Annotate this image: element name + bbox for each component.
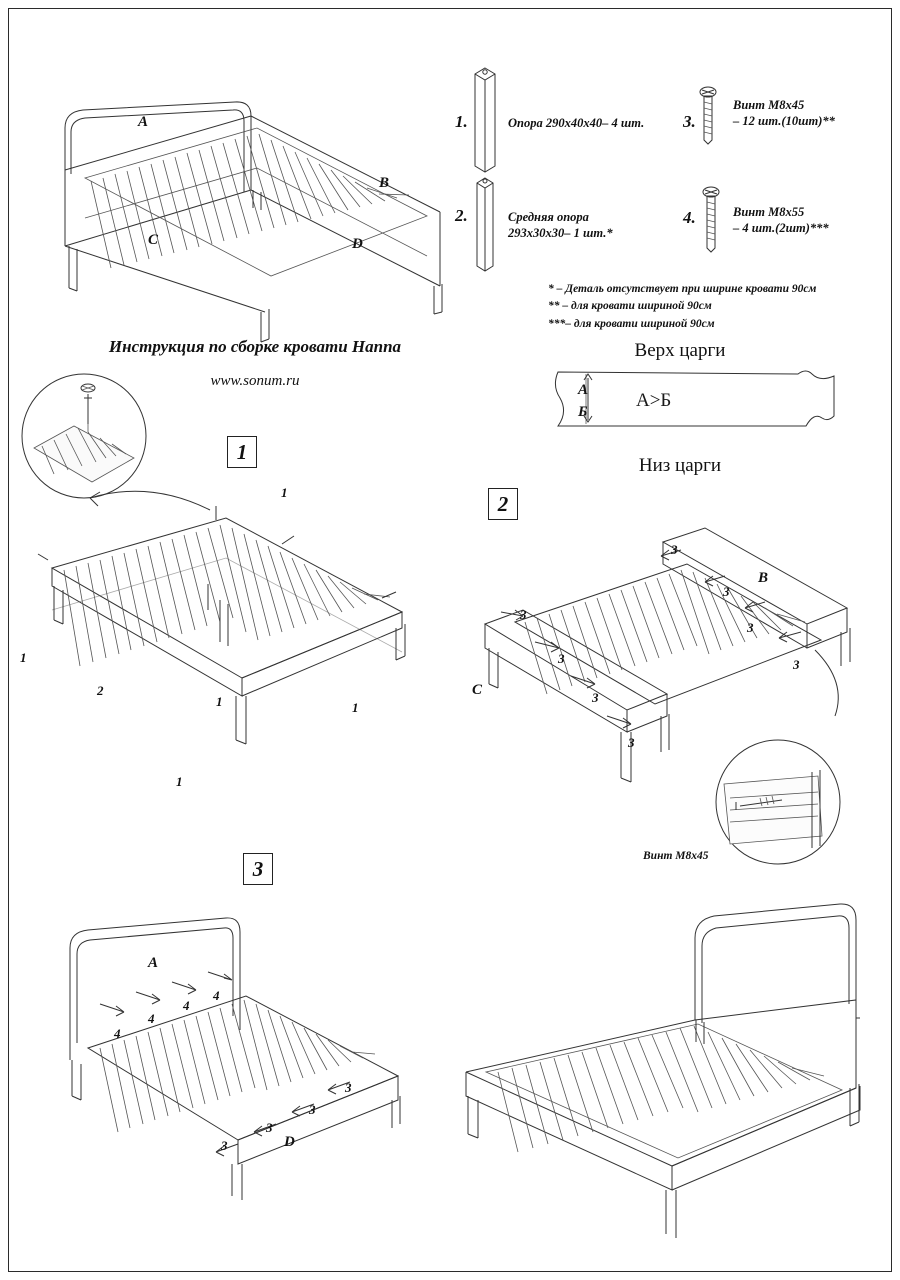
part-1-number: 1. bbox=[455, 112, 468, 131]
part-4-name: Винт М8х55 bbox=[733, 205, 805, 219]
part-2-number: 2. bbox=[455, 206, 468, 225]
step-2-marker-3g: 3 bbox=[747, 620, 754, 635]
step-1-illustration bbox=[30, 500, 430, 800]
step-1-marker-1b: 1 bbox=[20, 650, 27, 665]
rail-orientation-illustration bbox=[548, 368, 838, 430]
step-2-marker-3f: 3 bbox=[723, 584, 730, 599]
step-3-marker-3b: 3 bbox=[309, 1102, 316, 1117]
step-1-marker-1e: 1 bbox=[176, 774, 183, 789]
part-2-label bbox=[508, 210, 613, 241]
step-3-marker-4c: 4 bbox=[183, 998, 190, 1013]
part-3-qty: – 12 шт.(10шт)** bbox=[733, 113, 835, 128]
part-4-number: 4. bbox=[683, 208, 696, 227]
step-3-marker-3a: 3 bbox=[345, 1080, 352, 1095]
final-assembled-illustration bbox=[450, 890, 880, 1220]
step-3-marker-4b: 4 bbox=[148, 1011, 155, 1026]
step-2-callout-label: Винт М8х45 bbox=[643, 850, 709, 862]
overview-label-b: B bbox=[379, 175, 390, 191]
part-3-name: Винт М8х45 bbox=[733, 98, 805, 112]
step-2-marker-3h: 3 bbox=[793, 657, 800, 672]
step-2-label-b: B bbox=[758, 570, 769, 586]
part-3-number: 3. bbox=[683, 112, 696, 131]
step-3-marker-3d: 3 bbox=[221, 1138, 228, 1153]
screw-long-icon bbox=[693, 182, 733, 262]
overview-bed-illustration bbox=[25, 50, 455, 300]
overview-label-c: C bbox=[148, 232, 159, 248]
rail-top-caption: Верх царги bbox=[634, 340, 726, 361]
website-url[interactable]: www.sonum.ru bbox=[210, 373, 300, 389]
step-1-marker-2: 2 bbox=[97, 683, 104, 698]
step-3-marker-3c: 3 bbox=[266, 1120, 273, 1135]
overview-label-a: A bbox=[138, 114, 149, 130]
rail-relation: А>Б bbox=[636, 390, 672, 411]
part-2-name: Средняя опора bbox=[508, 210, 589, 224]
rail-label-b: Б bbox=[578, 404, 588, 420]
step-2-label-c: C bbox=[472, 682, 483, 698]
overview-label-d: D bbox=[352, 236, 363, 252]
footnote-3: ***– для кровати шириной 90см bbox=[548, 317, 715, 330]
step-1-marker-1c: 1 bbox=[352, 700, 359, 715]
step-1-number: 1 bbox=[227, 436, 257, 468]
step-3-marker-4d: 4 bbox=[213, 988, 220, 1003]
step-2-marker-3d: 3 bbox=[628, 735, 635, 750]
step-3-label-a: A bbox=[148, 955, 159, 971]
step-2-detail-closeup bbox=[700, 740, 860, 870]
step-1-marker-1a: 1 bbox=[281, 485, 288, 500]
part-1-qty: – 4 шт. bbox=[602, 116, 645, 130]
step-1-detail-closeup bbox=[14, 366, 164, 506]
rail-label-a: А bbox=[578, 382, 589, 398]
part-4-label bbox=[733, 205, 829, 236]
part-1-name: Опора 290х40х40 bbox=[508, 116, 603, 130]
screw-icon bbox=[690, 82, 730, 152]
step-3-marker-4a: 4 bbox=[114, 1026, 121, 1041]
part-1-label bbox=[508, 116, 644, 132]
page-title: Инструкция по сборке кровати Наппа bbox=[108, 337, 402, 356]
step-3-illustration bbox=[50, 900, 450, 1200]
footnote-1: * – Деталь отсутствует при ширине кровати 90см bbox=[548, 283, 817, 295]
step-2-number: 2 bbox=[488, 488, 518, 520]
footnote-2: ** – для кровати шириной 90см bbox=[548, 300, 712, 313]
part-4-qty: – 4 шт.(2шт)*** bbox=[733, 220, 829, 235]
step-2-marker-3c: 3 bbox=[592, 690, 599, 705]
part-2-qty: 293х30х30– 1 шт.* bbox=[508, 225, 613, 240]
step-1-marker-1d: 1 bbox=[216, 694, 223, 709]
step-3-number: 3 bbox=[243, 853, 273, 885]
step-2-marker-3e: 3 bbox=[671, 542, 678, 557]
step-3-label-d: D bbox=[284, 1134, 295, 1150]
rail-bottom-caption: Низ царги bbox=[638, 455, 722, 476]
center-leg-icon bbox=[460, 168, 510, 288]
step-2-marker-3a: 3 bbox=[520, 607, 527, 622]
part-3-label bbox=[733, 98, 835, 129]
footnotes bbox=[548, 281, 816, 333]
step-2-marker-3b: 3 bbox=[558, 651, 565, 666]
